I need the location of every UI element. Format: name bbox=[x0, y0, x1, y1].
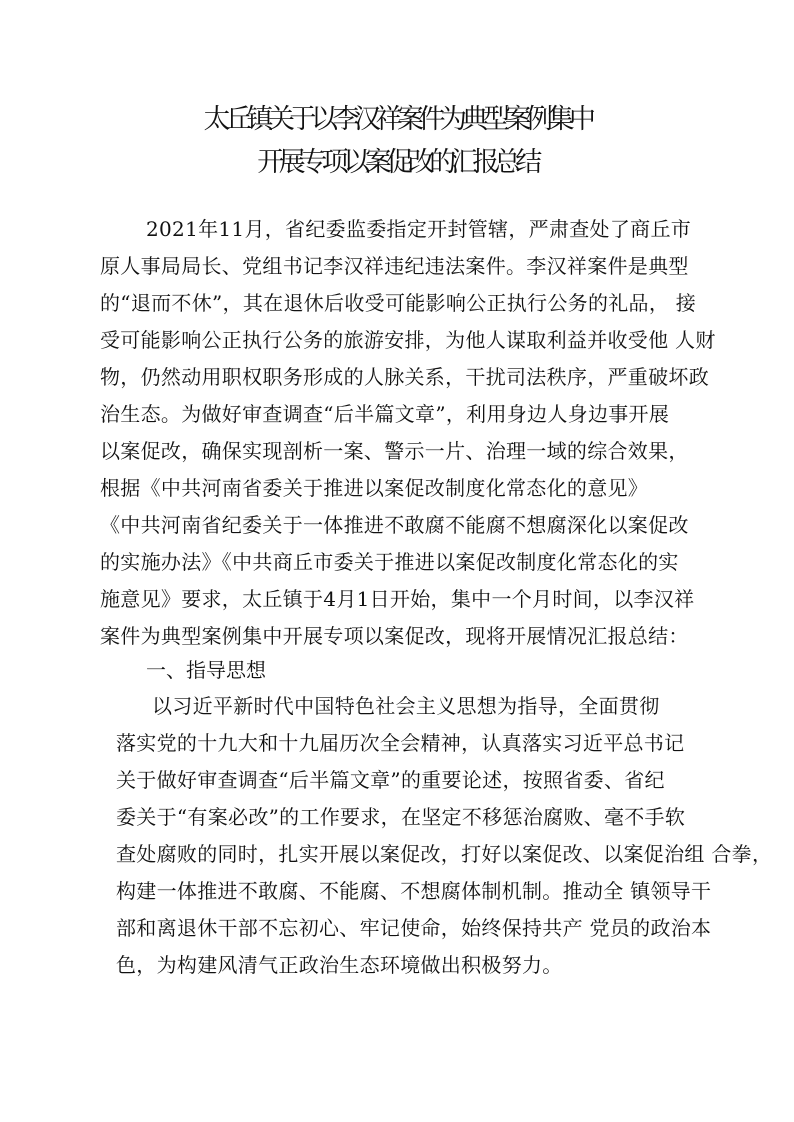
paragraph-line: 的实施办法》《中共商丘市委关于推进以案促改制度化常态化的实 bbox=[100, 550, 679, 574]
paragraph-line: 构建一体推进不敢腐、不能腐、不想腐体制机制。推动全 镇领导干 bbox=[116, 879, 712, 903]
paragraph-line: 以习近平新时代中国特色社会主义思想为指导，全面贯彻 bbox=[152, 694, 660, 718]
paragraph-line: 受可能影响公正执行公务的旅游安排，为他人谋取利益并收受他 人财 bbox=[100, 328, 716, 352]
paragraph-line: 根据《中共河南省委关于推进以案促改制度化常态化的意见》 bbox=[100, 476, 649, 500]
paragraph-line: 色，为构建风清气正政治生态环境做出积极努力。 bbox=[116, 953, 563, 977]
paragraph-line: 部和离退休干部不忘初心、牢记使命，始终保持共产 党员的政治本 bbox=[116, 916, 712, 940]
paragraph-line: 关于做好审查调查“后半篇文章”的重要论述，按照省委、省纪 bbox=[116, 768, 665, 792]
document-title-line-2: 开展专项以案促改的汇报总结 bbox=[257, 147, 537, 178]
paragraph-line: 以案促改，确保实现剖析一案、警示一片、治理一域的综合效果， bbox=[100, 439, 689, 463]
paragraph-line: 2021年11月，省纪委监委指定开封管辖，严肃查处了商丘市 bbox=[146, 217, 692, 241]
document-title-line-1: 太丘镇关于以李汉祥案件为典型案例集中 bbox=[203, 104, 591, 135]
paragraph-line: 《中共河南省纪委关于一体推进不敢腐不能腐不想腐深化以案促改 bbox=[100, 513, 689, 537]
paragraph-line: 原人事局局长、党组书记李汉祥违纪违法案件。李汉祥案件是典型 bbox=[100, 254, 689, 278]
section-heading: 一、指导思想 bbox=[146, 658, 266, 682]
paragraph-line: 施意见》要求，太丘镇于4月1日开始，集中一个月时间，以李汉祥 bbox=[100, 587, 695, 611]
paragraph-line: 治生态。为做好审查调查“后半篇文章”，利用身边人身边事开展 bbox=[100, 402, 670, 426]
paragraph-line: 案件为典型案例集中开展专项以案促改，现将开展情况汇报总结： bbox=[100, 624, 689, 648]
paragraph-line: 物，仍然动用职权职务形成的人脉关系，干扰司法秩序，严重破坏政 bbox=[100, 365, 709, 389]
paragraph-line: 查处腐败的同时，扎实开展以案促改，打好以案促改、以案促治组 合拳， bbox=[116, 842, 773, 866]
paragraph-line: 的“退而不休”，其在退休后收受可能影响公正执行公务的礼品， 接 bbox=[100, 291, 697, 315]
paragraph-line: 委关于“有案必改”的工作要求，在坚定不移惩治腐败、毫不手软 bbox=[116, 805, 686, 829]
paragraph-line: 落实党的十九大和十九届历次全会精神，认真落实习近平总书记 bbox=[116, 731, 685, 755]
